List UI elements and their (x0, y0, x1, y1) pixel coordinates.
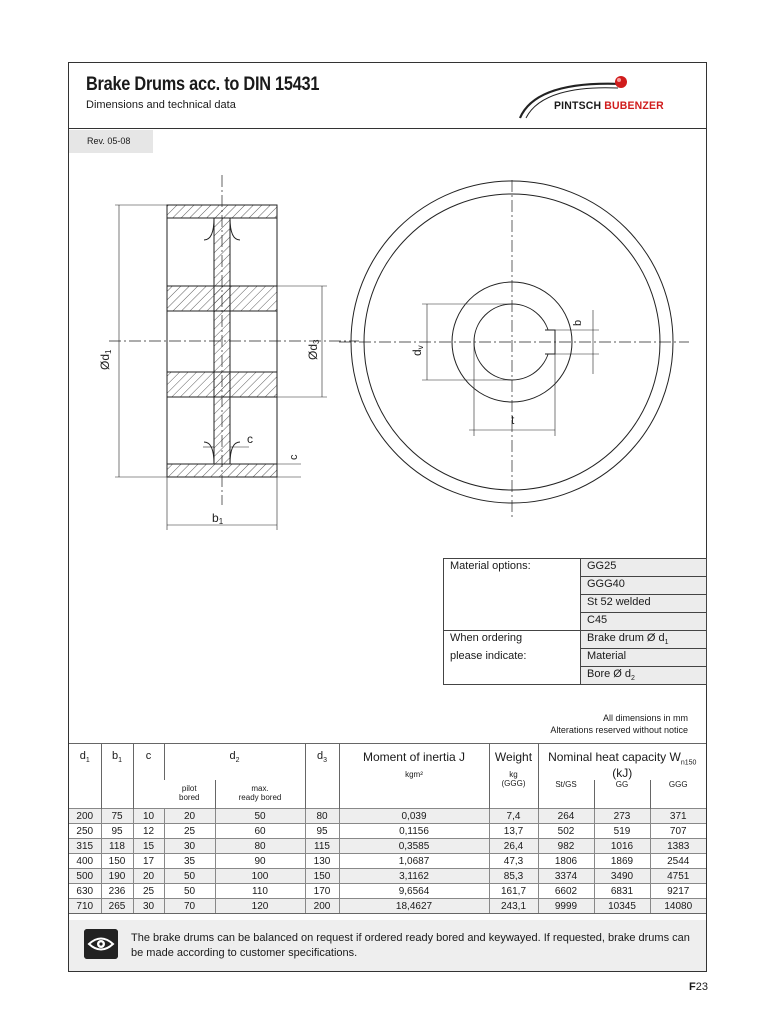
table-cell: 710 (69, 899, 101, 914)
label-dv: dv (410, 345, 425, 356)
table-row (69, 839, 706, 854)
col-inertia: Moment of inertia J kgm² (339, 744, 489, 809)
table-cell: 12 (133, 824, 164, 839)
table-cell: 20 (164, 809, 215, 824)
table-cell: 17 (133, 854, 164, 869)
table-row (69, 854, 706, 869)
table-cell: 264 (538, 809, 594, 824)
table-cell: 70 (164, 899, 215, 914)
table-cell: 982 (538, 839, 594, 854)
table-cell: 150 (305, 869, 339, 884)
table-cell: 50 (164, 869, 215, 884)
order-item: Brake drum Ø $d_1$ (581, 631, 707, 649)
revision-label: Rev. 05-08 (69, 130, 153, 153)
table-cell: 115 (305, 839, 339, 854)
col-d2: $d_2$ (164, 744, 305, 781)
material-option: GGG40 (581, 577, 707, 595)
table-cell: 200 (69, 809, 101, 824)
table-cell: 3,1162 (339, 869, 489, 884)
col-ggg: GGG (650, 780, 706, 809)
table-cell: 265 (101, 899, 133, 914)
table-cell: 85,3 (489, 869, 538, 884)
table-cell: 200 (305, 899, 339, 914)
material-options-label: Material options: (444, 559, 581, 577)
material-option: GG25 (581, 559, 707, 577)
table-cell: 50 (215, 809, 305, 824)
material-table (443, 558, 707, 685)
logo-swoosh-icon (512, 70, 702, 120)
table-cell: 707 (650, 824, 706, 839)
table-cell: 118 (101, 839, 133, 854)
table-cell: 10345 (594, 899, 650, 914)
table-cell: 18,4627 (339, 899, 489, 914)
table-cell: 9217 (650, 884, 706, 899)
brand-logo: PINTSCH BUBENZER (554, 100, 664, 112)
dimensions-note: All dimensions in mm Alterations reserved without notice (550, 713, 688, 735)
table-cell: 161,7 (489, 884, 538, 899)
brake-drum-drawing (69, 160, 706, 540)
table-cell: 6602 (538, 884, 594, 899)
table-row (69, 869, 706, 884)
table-cell: 80 (305, 809, 339, 824)
table-cell: 1016 (594, 839, 650, 854)
table-cell: 400 (69, 854, 101, 869)
table-cell: 10 (133, 809, 164, 824)
table-cell: 0,039 (339, 809, 489, 824)
table-cell: 14080 (650, 899, 706, 914)
table-cell: 1383 (650, 839, 706, 854)
drum-section-view (109, 175, 359, 530)
col-d3: $d_3$ (305, 744, 339, 809)
table-cell: 1806 (538, 854, 594, 869)
col-c: c (133, 744, 164, 809)
table-cell: 30 (133, 899, 164, 914)
table-cell: 0,1156 (339, 824, 489, 839)
col-weight: Weight kg (GGG) (489, 744, 538, 809)
table-cell: 15 (133, 839, 164, 854)
table-cell: 170 (305, 884, 339, 899)
table-cell: 7,4 (489, 809, 538, 824)
table-cell: 519 (594, 824, 650, 839)
header-divider (68, 128, 707, 129)
order-item: Material (581, 649, 707, 667)
label-d1: Ød1 (98, 349, 113, 370)
table-cell: 90 (215, 854, 305, 869)
table-cell: 150 (101, 854, 133, 869)
drum-front-view (339, 180, 689, 520)
material-option: C45 (581, 613, 707, 631)
label-c-inner: c (247, 432, 253, 446)
table-cell: 2544 (650, 854, 706, 869)
table-cell: 315 (69, 839, 101, 854)
table-cell: 0,3585 (339, 839, 489, 854)
table-cell: 47,3 (489, 854, 538, 869)
label-b1: b1 (212, 511, 224, 526)
table-cell: 3374 (538, 869, 594, 884)
table-cell: 35 (164, 854, 215, 869)
table-cell: 110 (215, 884, 305, 899)
table-cell: 9999 (538, 899, 594, 914)
col-b1: $b_1$ (101, 744, 133, 809)
table-cell: 30 (164, 839, 215, 854)
table-cell: 273 (594, 809, 650, 824)
table-cell: 371 (650, 809, 706, 824)
table-cell: 100 (215, 869, 305, 884)
eye-icon (84, 929, 118, 959)
table-cell: 236 (101, 884, 133, 899)
table-cell: 243,1 (489, 899, 538, 914)
table-cell: 500 (69, 869, 101, 884)
table-cell: 20 (133, 869, 164, 884)
balancing-note: The brake drums can be balanced on request if ordered ready bored and keywayed. If requested, brake drums can be made according to customer specifications. (131, 932, 690, 959)
table-cell: 190 (101, 869, 133, 884)
col-d2-pilot: pilot bored (179, 784, 200, 803)
table-row (69, 884, 706, 899)
dimensions-table (69, 743, 706, 914)
table-cell: 9,6564 (339, 884, 489, 899)
table-cell: 120 (215, 899, 305, 914)
col-d1: $d_1$ (69, 744, 101, 809)
col-heat: Nominal heat capacity $W_{n150}$ (kJ) (538, 744, 706, 781)
table-cell: 95 (305, 824, 339, 839)
col-gg: GG (594, 780, 650, 809)
table-cell: 26,4 (489, 839, 538, 854)
order-item: Bore Ø $d_2$ (581, 667, 707, 685)
table-cell: 25 (133, 884, 164, 899)
table-row (69, 824, 706, 839)
order-label: please indicate: (444, 649, 581, 667)
table-cell: 250 (69, 824, 101, 839)
table-cell: 95 (101, 824, 133, 839)
table-cell: 1869 (594, 854, 650, 869)
table-row (69, 899, 706, 914)
order-label: When ordering (444, 631, 581, 649)
col-stgs: St/GS (538, 780, 594, 809)
page-subtitle: Dimensions and technical data (86, 99, 236, 111)
label-d3: Ød3 (306, 339, 321, 360)
page-number: F23 (689, 981, 708, 993)
table-row (69, 809, 706, 824)
label-t: t (511, 413, 515, 427)
table-cell: 80 (215, 839, 305, 854)
table-cell: 4751 (650, 869, 706, 884)
table-cell: 6831 (594, 884, 650, 899)
col-d2-max: max. ready bored (215, 780, 305, 809)
material-option: St 52 welded (581, 595, 707, 613)
label-b: b (572, 319, 584, 326)
page-title: Brake Drums acc. to DIN 15431 (86, 74, 320, 95)
label-c-outer: c (288, 454, 300, 460)
table-cell: 502 (538, 824, 594, 839)
table-cell: 60 (215, 824, 305, 839)
table-cell: 50 (164, 884, 215, 899)
table-cell: 13,7 (489, 824, 538, 839)
table-cell: 630 (69, 884, 101, 899)
table-cell: 75 (101, 809, 133, 824)
table-cell: 130 (305, 854, 339, 869)
table-cell: 1,0687 (339, 854, 489, 869)
table-cell: 25 (164, 824, 215, 839)
table-cell: 3490 (594, 869, 650, 884)
